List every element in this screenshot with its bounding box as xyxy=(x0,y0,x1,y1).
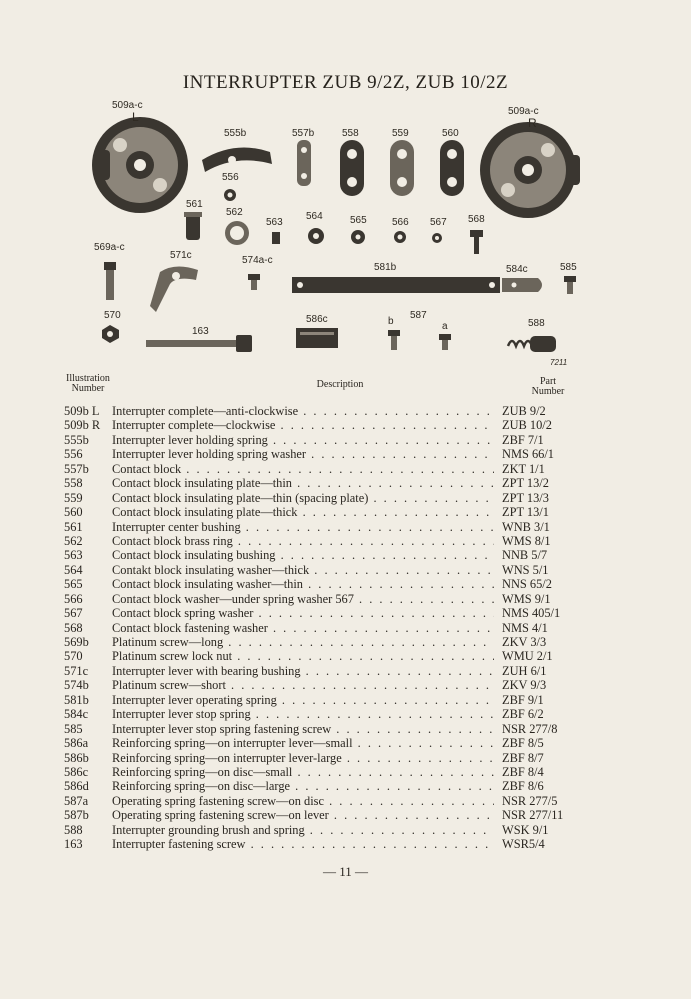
part-number: NMS 4/1 xyxy=(502,620,548,635)
part-number: ZBF 6/2 xyxy=(502,707,544,722)
part-number: ZUH 6/1 xyxy=(502,663,547,678)
illustration-number: 586c xyxy=(64,764,89,779)
description: Contact block insulating plate—thin . . . xyxy=(112,476,494,490)
table-row xyxy=(64,606,584,620)
table-row xyxy=(64,433,584,447)
label-562: 562 xyxy=(226,207,243,218)
label-584c: 584c xyxy=(506,264,528,275)
description: Contact block insulating washer—thin . . . xyxy=(112,577,494,591)
description: Interrupter lever holding spring washer . . . xyxy=(112,447,494,461)
illustration-number: 574b xyxy=(64,678,89,693)
illustration-number: 568 xyxy=(64,620,83,635)
page-title: INTERRUPTER ZUB 9/2Z, ZUB 10/2Z xyxy=(182,72,509,93)
table-row xyxy=(64,447,584,461)
part-number: NSR 277/11 xyxy=(502,808,564,823)
part-560-drawing xyxy=(440,140,464,196)
part-569-drawing xyxy=(104,262,116,300)
illustration-number: 559 xyxy=(64,490,83,505)
table-row xyxy=(64,765,584,779)
label-509-right: 509a-c xyxy=(508,106,539,117)
description: Interrupter lever operating spring . . . xyxy=(112,693,494,707)
part-number: ZKT 1/1 xyxy=(502,461,545,476)
part-number: ZPT 13/1 xyxy=(502,505,549,520)
table-row xyxy=(64,678,584,692)
part-number: ZBF 8/6 xyxy=(502,779,544,794)
label-586c: 586c xyxy=(306,314,328,325)
label-566: 566 xyxy=(392,217,409,228)
illustration-number: 588 xyxy=(64,822,83,837)
description: Contact block insulating bushing . . . xyxy=(112,548,494,562)
table-row xyxy=(64,548,584,562)
description: Interrupter fastening screw . . . xyxy=(112,837,494,851)
description: Interrupter complete—clockwise . . . xyxy=(112,418,494,432)
table-row xyxy=(64,722,584,736)
illustration-number: 586a xyxy=(64,736,89,751)
part-557b-drawing xyxy=(297,140,311,186)
part-number: ZBF 9/1 xyxy=(502,692,544,707)
illustration-number: 555b xyxy=(64,432,89,447)
description: Interrupter center bushing . . . xyxy=(112,520,494,534)
part-number: NMS 405/1 xyxy=(502,606,561,621)
illustration-number: 557b xyxy=(64,461,89,476)
part-number: WMS 8/1 xyxy=(502,533,551,548)
part-number: ZUB 10/2 xyxy=(502,418,552,433)
illustration-number: 163 xyxy=(64,837,83,852)
table-row xyxy=(64,592,584,606)
illustration-number: 561 xyxy=(64,519,83,534)
table-row xyxy=(64,491,584,505)
part-number: ZKV 3/3 xyxy=(502,635,547,649)
table-row xyxy=(64,505,584,519)
table-row xyxy=(64,462,584,476)
part-number: ZBF 8/4 xyxy=(502,764,544,779)
table-row xyxy=(64,693,584,707)
illustration-number: 566 xyxy=(64,591,83,606)
illustration-number: 558 xyxy=(64,476,83,491)
table-row xyxy=(64,794,584,808)
description: Contact block insulating plate—thin (spacing plate) . . . xyxy=(112,491,494,505)
label-587: 587 xyxy=(410,310,427,321)
illustration-number: 556 xyxy=(64,447,83,462)
illustration-number: 586d xyxy=(64,779,89,794)
part-number: NMS 66/1 xyxy=(502,447,554,462)
part-number: WMS 9/1 xyxy=(502,591,551,606)
label-560: 560 xyxy=(442,128,459,139)
part-163-drawing xyxy=(146,335,252,352)
part-number: WSK 9/1 xyxy=(502,822,549,837)
table-row xyxy=(64,649,584,663)
table-row xyxy=(64,823,584,837)
label-564: 564 xyxy=(306,211,323,222)
description: Reinforcing spring—on interrupter lever-large . . . xyxy=(112,751,494,765)
part-563-drawing xyxy=(272,232,280,244)
parts-illustration xyxy=(0,0,691,380)
description: Contact block . . . xyxy=(112,462,494,476)
part-number: ZBF 8/7 xyxy=(502,750,544,765)
label-587a: a xyxy=(442,321,448,332)
table-row xyxy=(64,418,584,432)
label-557b: 557b xyxy=(292,128,315,139)
description: Interrupter complete—anti-clockwise . . . xyxy=(112,404,494,418)
header-part-number xyxy=(518,377,578,397)
description: Contact block fastening washer . . . xyxy=(112,621,494,635)
description: Contakt block insulating washer—thick . . . xyxy=(112,563,494,577)
illustration-number: 565 xyxy=(64,577,83,592)
table-row xyxy=(64,404,584,418)
description: Operating spring fastening screw—on lever . . . xyxy=(112,808,494,822)
illustration-number: 587a xyxy=(64,793,89,808)
part-568-drawing xyxy=(474,236,479,254)
part-570-drawing xyxy=(102,325,119,343)
illustration-number: 586b xyxy=(64,750,89,765)
description: Interrupter grounding brush and spring . . . xyxy=(112,823,494,837)
header-part-number-label: Number xyxy=(531,386,565,397)
part-585-drawing xyxy=(564,276,576,294)
table-row xyxy=(64,534,584,548)
part-number: WSR5/4 xyxy=(502,837,545,852)
illustration-number: 562 xyxy=(64,533,83,548)
label-509-left: 509a-c xyxy=(112,100,143,111)
description: Reinforcing spring—on interrupter lever—small . . . xyxy=(112,736,494,750)
part-number: ZPT 13/3 xyxy=(502,490,549,505)
table-row xyxy=(64,635,584,649)
header-part-label: Part xyxy=(539,376,557,387)
table-row xyxy=(64,751,584,765)
part-number: ZUB 9/2 xyxy=(502,404,546,418)
table-row xyxy=(64,837,584,851)
part-586c-drawing xyxy=(296,328,338,348)
label-509-R: R xyxy=(528,116,537,130)
label-563: 563 xyxy=(266,217,283,228)
part-555b-drawing xyxy=(202,148,272,173)
part-587b-drawing xyxy=(388,330,400,350)
label-556: 556 xyxy=(222,172,239,183)
part-561-drawing xyxy=(186,214,200,240)
part-number: NSR 277/5 xyxy=(502,793,558,808)
table-row xyxy=(64,563,584,577)
part-number: ZBF 8/5 xyxy=(502,736,544,751)
label-569: 569a-c xyxy=(94,242,125,253)
label-574: 574a-c xyxy=(242,255,273,266)
table-row xyxy=(64,621,584,635)
part-574-drawing xyxy=(248,274,260,290)
description: Interrupter lever holding spring . . . xyxy=(112,433,494,447)
description: Platinum screw—short . . . xyxy=(112,678,494,692)
part-581b-drawing xyxy=(292,277,500,293)
part-559-drawing xyxy=(390,140,414,196)
label-567: 567 xyxy=(430,217,447,228)
illustration-number: 570 xyxy=(64,649,83,664)
description: Contact block spring washer . . . xyxy=(112,606,494,620)
label-555b: 555b xyxy=(224,128,247,139)
table-row xyxy=(64,736,584,750)
part-number: ZPT 13/2 xyxy=(502,476,549,491)
header-illustration-number xyxy=(60,374,116,394)
part-number: WMU 2/1 xyxy=(502,649,553,664)
description: Interrupter lever stop spring . . . xyxy=(112,707,494,721)
description: Reinforcing spring—on disc—small . . . xyxy=(112,765,494,779)
table-row xyxy=(64,577,584,591)
header-description: Description xyxy=(316,379,364,390)
part-588-drawing xyxy=(508,336,556,352)
label-585: 585 xyxy=(560,262,577,273)
part-584c-drawing xyxy=(502,278,542,292)
description: Contact block insulating plate—thick . . . xyxy=(112,505,494,519)
illustration-number: 581b xyxy=(64,692,89,707)
illustration-number: 585 xyxy=(64,721,83,736)
description: Reinforcing spring—on disc—large . . . xyxy=(112,779,494,793)
part-number: WNB 3/1 xyxy=(502,519,550,534)
page-number: — 11 — xyxy=(322,864,369,879)
table-row xyxy=(64,808,584,822)
label-570: 570 xyxy=(104,310,121,321)
illustration-number: 587b xyxy=(64,808,89,823)
illustration-number: 567 xyxy=(64,606,83,621)
illustration-number: 584c xyxy=(64,707,89,722)
illustration-number: 509b L xyxy=(64,404,100,418)
part-number: NNB 5/7 xyxy=(502,548,548,563)
description: Operating spring fastening screw—on disc . . . xyxy=(112,794,494,808)
label-568: 568 xyxy=(468,214,485,225)
plate-number: 7211 xyxy=(550,358,568,367)
table-row xyxy=(64,707,584,721)
part-number: ZKV 9/3 xyxy=(502,678,547,693)
description: Contact block washer—under spring washer 567 . . . xyxy=(112,592,494,606)
description: Platinum screw—long . . . xyxy=(112,635,494,649)
label-561: 561 xyxy=(186,199,203,210)
illustration-number: 560 xyxy=(64,505,83,520)
part-number: WNS 5/1 xyxy=(502,562,549,577)
illustration-number: 563 xyxy=(64,548,83,563)
illustration-number: 564 xyxy=(64,562,83,577)
interrupter-right-drawing xyxy=(480,122,580,218)
label-588: 588 xyxy=(528,318,545,329)
part-number: NNS 65/2 xyxy=(502,577,552,592)
table-row xyxy=(64,476,584,490)
label-559: 559 xyxy=(392,128,409,139)
label-163: 163 xyxy=(192,326,209,337)
illustration-number: 509b R xyxy=(64,418,101,433)
description: Contact block brass ring . . . xyxy=(112,534,494,548)
part-558-drawing xyxy=(340,140,364,196)
header-illustration-label: Illustration xyxy=(66,373,110,384)
description: Interrupter lever stop spring fastening screw . . . xyxy=(112,722,494,736)
label-581b: 581b xyxy=(374,262,397,273)
interrupter-left-drawing xyxy=(92,117,188,213)
header-number-label: Number xyxy=(71,383,105,394)
table-row xyxy=(64,520,584,534)
table-row xyxy=(64,779,584,793)
part-number: NSR 277/8 xyxy=(502,721,558,736)
description: Platinum screw lock nut . . . xyxy=(112,649,494,663)
description: Interrupter lever with bearing bushing . . . xyxy=(112,664,494,678)
part-number: ZBF 7/1 xyxy=(502,432,544,447)
label-587b: b xyxy=(388,316,394,327)
label-558: 558 xyxy=(342,128,359,139)
table-row xyxy=(64,664,584,678)
label-565: 565 xyxy=(350,215,367,226)
illustration-number: 571c xyxy=(64,663,89,678)
part-587a-drawing xyxy=(439,334,451,350)
label-571c: 571c xyxy=(170,250,192,261)
parts-table xyxy=(64,404,584,852)
label-509-L: L xyxy=(132,110,139,124)
illustration-number: 569b xyxy=(64,635,89,649)
